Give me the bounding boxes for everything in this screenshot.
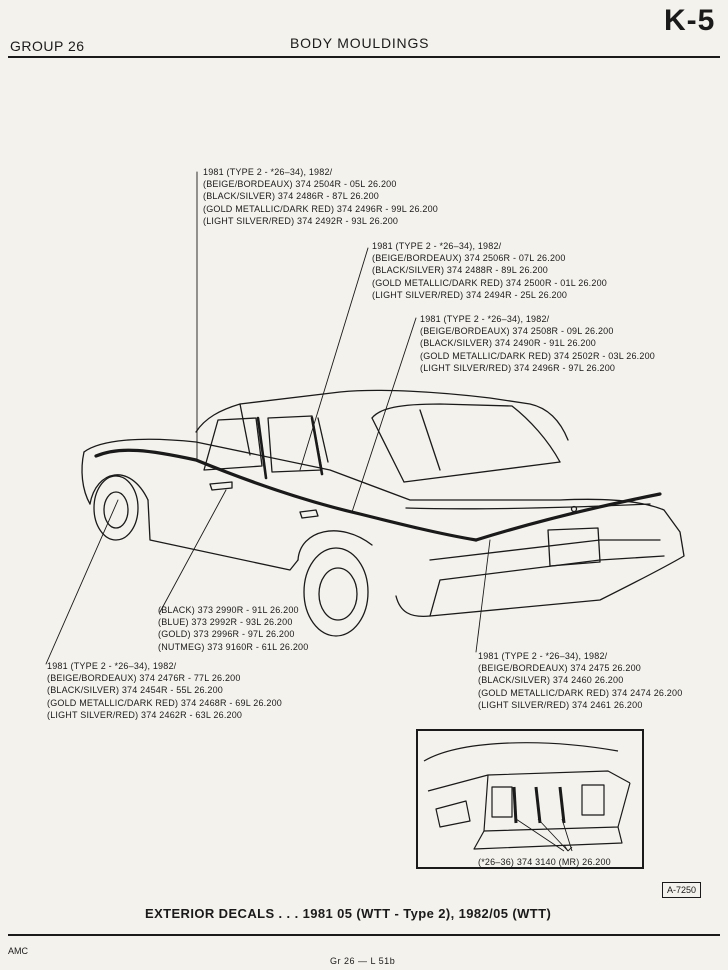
- decal-stripes: [96, 418, 660, 540]
- page-title: BODY MOULDINGS: [290, 35, 430, 51]
- callout-line: (LIGHT SILVER/RED) 374 2462R - 63L 26.200: [47, 709, 243, 720]
- callout-line: (BEIGE/BORDEAUX) 374 2508R - 09L 26.200: [420, 326, 614, 337]
- callout-line: (GOLD METALLIC/DARK RED) 374 2474 26.200: [478, 687, 683, 698]
- footer-brand: AMC: [8, 946, 28, 956]
- callout-line: 1981 (TYPE 2 - *26–34), 1982/: [372, 241, 502, 251]
- callout-line: 1981 (TYPE 2 - *26–34), 1982/: [420, 314, 550, 324]
- callout-front-fender: [47, 660, 282, 721]
- callout-line: 1981 (TYPE 2 - *26–34), 1982/: [478, 651, 608, 661]
- inset-illustration: [418, 731, 642, 867]
- callout-line: (GOLD METALLIC/DARK RED) 374 2502R - 03L 26.200: [420, 350, 655, 361]
- callout-line: 1981 (TYPE 2 - *26–34), 1982/: [203, 167, 333, 177]
- callout-line: (BLACK) 373 2990R - 91L 26.200: [158, 605, 299, 615]
- callout-line: (GOLD METALLIC/DARK RED) 374 2500R - 01L 26.200: [372, 277, 607, 288]
- callout-quarter: [420, 313, 655, 374]
- callout-line: (GOLD) 373 2996R - 97L 26.200: [158, 629, 295, 640]
- callout-windshield-pillar: [203, 166, 438, 227]
- callout-line: (BEIGE/BORDEAUX) 374 2506R - 07L 26.200: [372, 253, 566, 264]
- callout-b-pillar: [372, 240, 607, 301]
- page-tag: K-5: [664, 4, 716, 37]
- callout-line: (BLACK/SILVER) 374 2486R - 87L 26.200: [203, 191, 380, 202]
- figure-number: A-7250: [662, 882, 701, 898]
- callout-line: (BLACK/SILVER) 374 2460 26.200: [478, 675, 624, 686]
- callout-line: (NUTMEG) 373 9160R - 61L 26.200: [158, 641, 309, 652]
- footer-page-ref: Gr 26 — L 51b: [330, 956, 396, 966]
- callout-line: (BLACK/SILVER) 374 2490R - 91L 26.200: [420, 338, 597, 349]
- callout-line: (LIGHT SILVER/RED) 374 2494R - 25L 26.200: [372, 289, 568, 300]
- callout-line: (BEIGE/BORDEAUX) 374 2504R - 05L 26.200: [203, 179, 397, 190]
- callout-line: (LIGHT SILVER/RED) 374 2496R - 97L 26.200: [420, 362, 616, 373]
- callout-line: (GOLD METALLIC/DARK RED) 374 2496R - 99L 26.200: [203, 203, 438, 214]
- callout-rear: [478, 650, 682, 711]
- callout-line: (GOLD METALLIC/DARK RED) 374 2468R - 69L 26.200: [47, 697, 282, 708]
- callout-line: (BEIGE/BORDEAUX) 374 2475 26.200: [478, 663, 641, 674]
- callout-line: (BLUE) 373 2992R - 93L 26.200: [158, 617, 293, 628]
- callout-line: (BLACK/SILVER) 374 2454R - 55L 26.200: [47, 685, 224, 696]
- car-roof: [196, 390, 568, 482]
- inset-rear-detail: [416, 729, 644, 869]
- inset-part-label: (*26–36) 374 3140 (MR) 26.200: [478, 857, 611, 867]
- callout-line: (BLACK/SILVER) 374 2488R - 89L 26.200: [372, 265, 549, 276]
- callout-line: (BEIGE/BORDEAUX) 374 2476R - 77L 26.200: [47, 673, 241, 684]
- callout-line: (LIGHT SILVER/RED) 374 2492R - 93L 26.200: [203, 215, 399, 226]
- callout-body-side: [158, 604, 308, 653]
- group-label: GROUP 26: [10, 38, 85, 54]
- callout-line: 1981 (TYPE 2 - *26–34), 1982/: [47, 661, 177, 671]
- callout-line: (LIGHT SILVER/RED) 374 2461 26.200: [478, 699, 643, 710]
- figure-caption: EXTERIOR DECALS . . . 1981 05 (WTT - Type 2), 1982/05 (WTT): [145, 906, 552, 921]
- footer-rule: [8, 934, 720, 936]
